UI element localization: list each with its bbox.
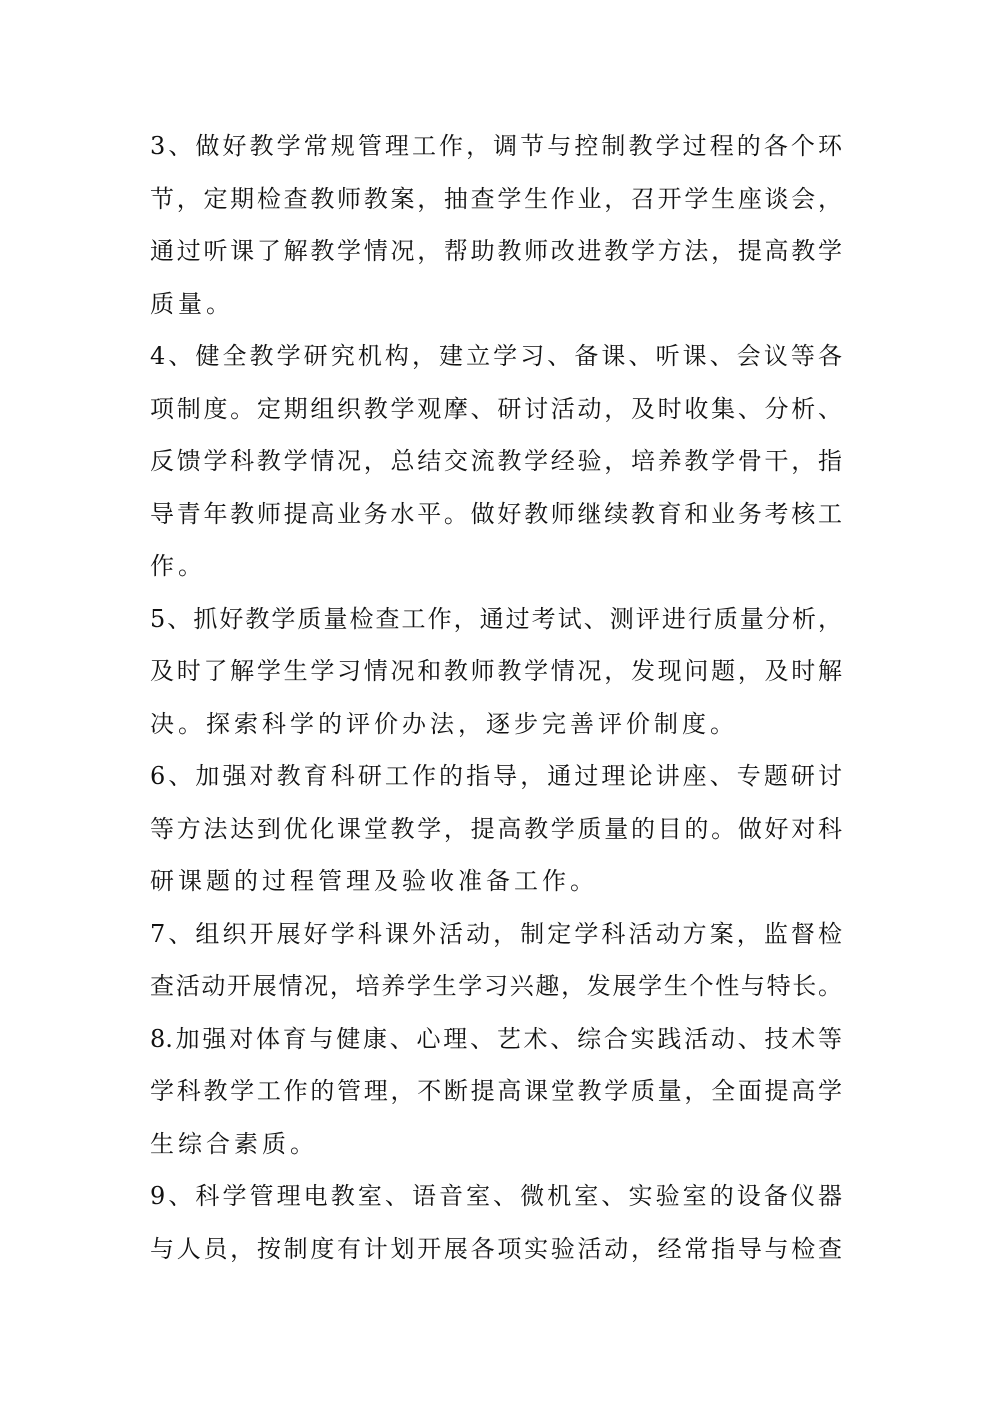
text-line: 8.加强对体育与健康、心理、艺术、综合实践活动、技术等 (150, 1024, 842, 1053)
text-line: 作。 (150, 552, 206, 580)
paragraph-item-4 (150, 330, 842, 593)
paragraph-item-6 (150, 750, 842, 908)
text-line: 查活动开展情况，培养学生学习兴趣，发展学生个性与特长。 (150, 972, 842, 1000)
text-line: 5、抓好教学质量检查工作，通过考试、测评进行质量分析， (150, 604, 842, 633)
paragraph-item-3 (150, 120, 842, 330)
text-line: 通过听课了解教学情况，帮助教师改进教学方法，提高教学 (150, 237, 842, 265)
text-line: 项制度。定期组织教学观摩、研讨活动，及时收集、分析、 (150, 394, 842, 423)
text-line: 7、组织开展好学科课外活动，制定学科活动方案，监督检 (150, 919, 842, 948)
text-line: 与人员，按制度有计划开展各项实验活动，经常指导与检查 (150, 1234, 842, 1263)
paragraph-item-8 (150, 1013, 842, 1171)
text-line: 等方法达到优化课堂教学，提高教学质量的目的。做好对科 (150, 814, 842, 843)
text-line: 及时了解学生学习情况和教师教学情况，发现问题，及时解 (150, 657, 842, 685)
document-body (150, 120, 842, 1275)
text-line: 6、加强对教育科研工作的指导，通过理论讲座、专题研讨 (150, 762, 842, 790)
paragraph-item-7 (150, 908, 842, 1013)
text-line: 决。探索科学的评价办法，逐步完善评价制度。 (150, 709, 738, 738)
text-line: 生综合素质。 (150, 1129, 318, 1158)
paragraph-item-5 (150, 593, 842, 751)
text-line: 9、科学管理电教室、语音室、微机室、实验室的设备仪器 (150, 1182, 842, 1210)
text-line: 4、健全教学研究机构，建立学习、备课、听课、会议等各 (150, 342, 842, 370)
text-line: 学科教学工作的管理，不断提高课堂教学质量，全面提高学 (150, 1077, 842, 1105)
text-line: 反馈学科教学情况，总结交流教学经验，培养教学骨干，指 (150, 447, 842, 475)
paragraph-item-9 (150, 1170, 842, 1275)
text-line: 导青年教师提高业务水平。做好教师继续教育和业务考核工 (150, 499, 842, 528)
text-line: 研课题的过程管理及验收准备工作。 (150, 867, 598, 895)
text-line: 3、做好教学常规管理工作，调节与控制教学过程的各个环 (150, 132, 842, 160)
text-line: 质量。 (150, 289, 234, 318)
text-line: 节，定期检查教师教案，抽查学生作业，召开学生座谈会， (150, 184, 842, 213)
